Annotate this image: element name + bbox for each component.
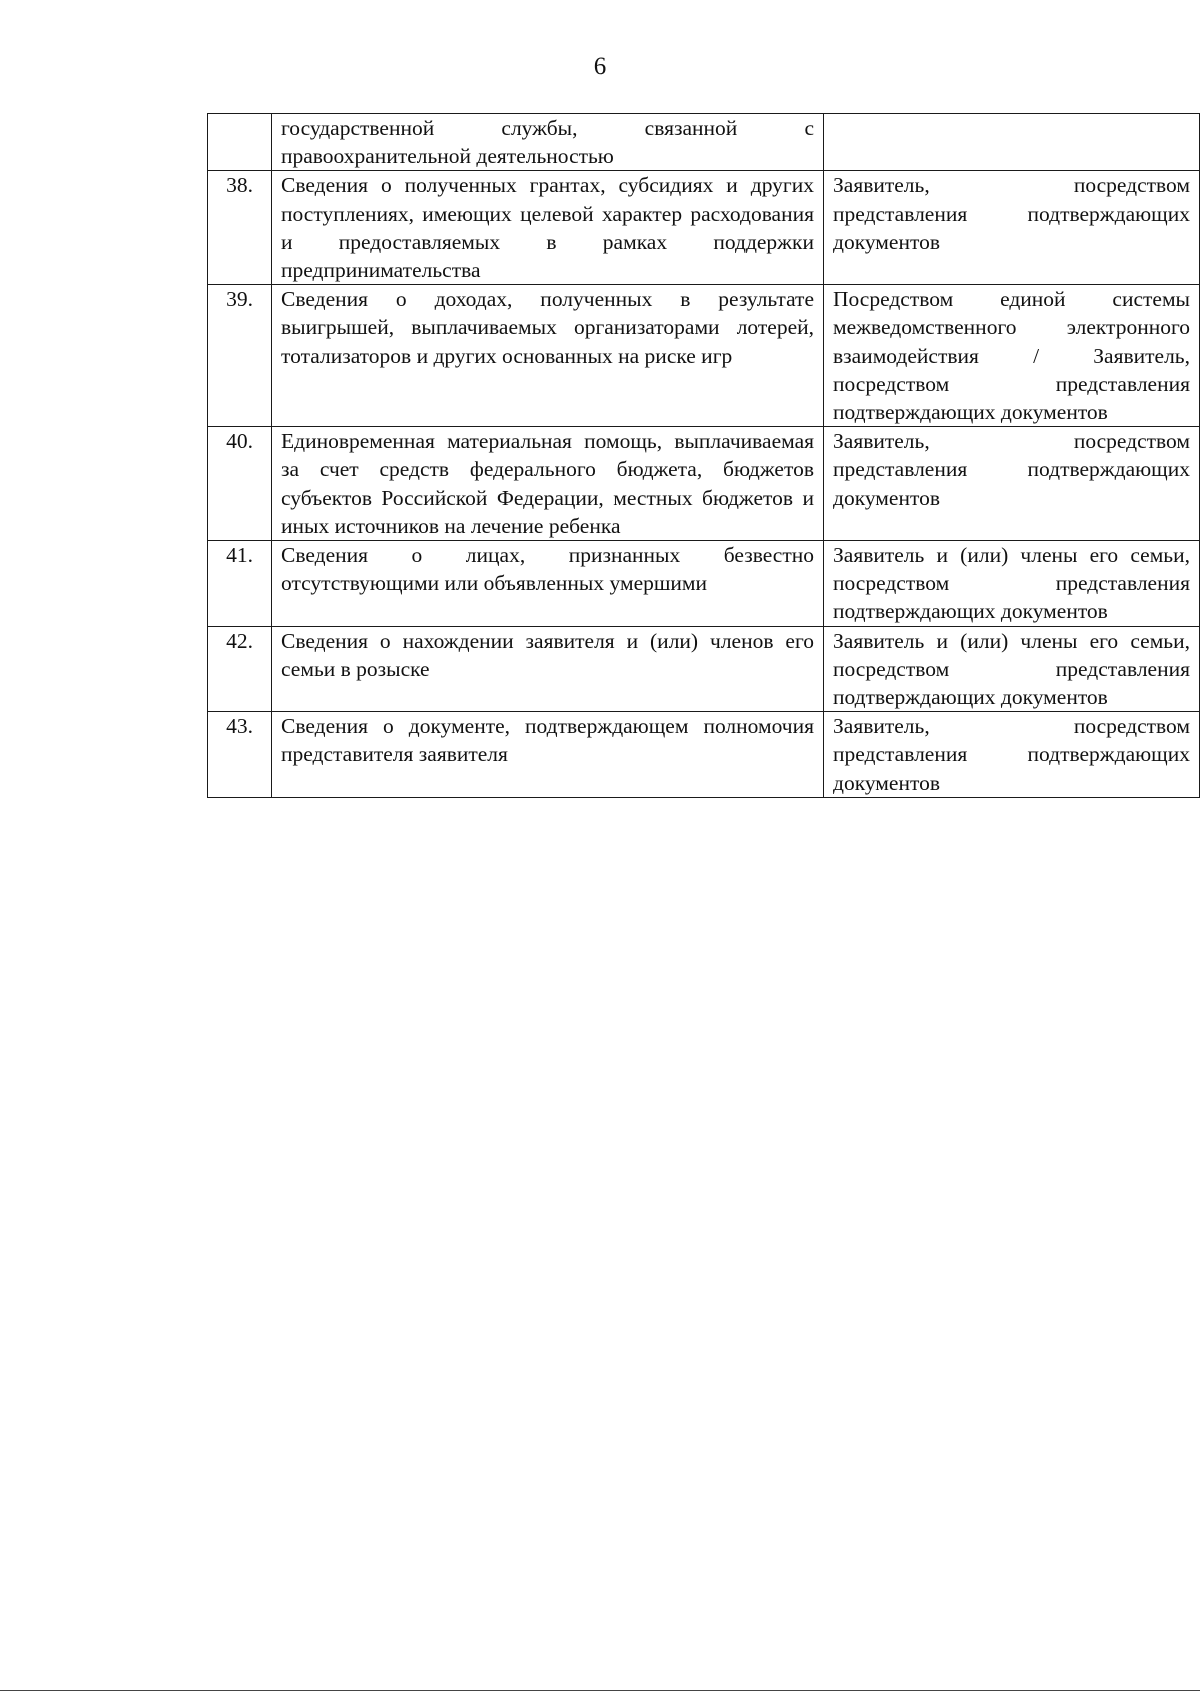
table-row — [208, 427, 1200, 541]
row-number: 43. — [208, 712, 272, 798]
table-row — [208, 171, 1200, 285]
row-description: Сведения о доходах, полученных в результате выигрышей, выплачиваемых организаторами лотерей, тотализаторов и других основанных на риске игр — [272, 285, 824, 427]
row-description: Сведения о полученных грантах, субсидиях и других поступлениях, имеющих целевой характер расходования и предоставляемых в рамках поддержки предпринимательства — [272, 171, 824, 285]
row-description: Сведения о документе, подтверждающем полномочия представителя заявителя — [272, 712, 824, 798]
row-description: Единовременная материальная помощь, выплачиваемая за счет средств федерального бюджета, бюджетов субъектов Российской Федерации, местных бюджетов и иных источников на лечение ребенка — [272, 427, 824, 541]
page-number: 6 — [593, 53, 607, 80]
row-number: 38. — [208, 171, 272, 285]
row-source: Заявитель, посредством представления подтверждающих документов — [824, 712, 1200, 798]
page-bottom-rule — [0, 1690, 1200, 1691]
row-source: Посредством единой системы межведомственного электронного взаимодействия / Заявитель, посредством представления подтверждающих документов — [824, 285, 1200, 427]
row-number — [208, 114, 272, 171]
row-source: Заявитель и (или) члены его семьи, посредством представления подтверждающих документов — [824, 541, 1200, 627]
row-source: Заявитель, посредством представления подтверждающих документов — [824, 171, 1200, 285]
row-description: Сведения о нахождении заявителя и (или) членов его семьи в розыске — [272, 626, 824, 712]
row-description: государственной службы, связанной с правоохранительной деятельностью — [272, 114, 824, 171]
table-row — [208, 626, 1200, 712]
row-number: 42. — [208, 626, 272, 712]
row-description: Сведения о лицах, признанных безвестно отсутствующими или объявленных умершими — [272, 541, 824, 627]
row-source — [824, 114, 1200, 171]
row-number: 39. — [208, 285, 272, 427]
table-row — [208, 541, 1200, 627]
row-number: 40. — [208, 427, 272, 541]
table-row — [208, 712, 1200, 798]
row-number: 41. — [208, 541, 272, 627]
table-row — [208, 285, 1200, 427]
row-source: Заявитель и (или) члены его семьи, посредством представления подтверждающих документов — [824, 626, 1200, 712]
row-source: Заявитель, посредством представления подтверждающих документов — [824, 427, 1200, 541]
table-row — [208, 114, 1200, 171]
documents-table — [207, 113, 1200, 798]
